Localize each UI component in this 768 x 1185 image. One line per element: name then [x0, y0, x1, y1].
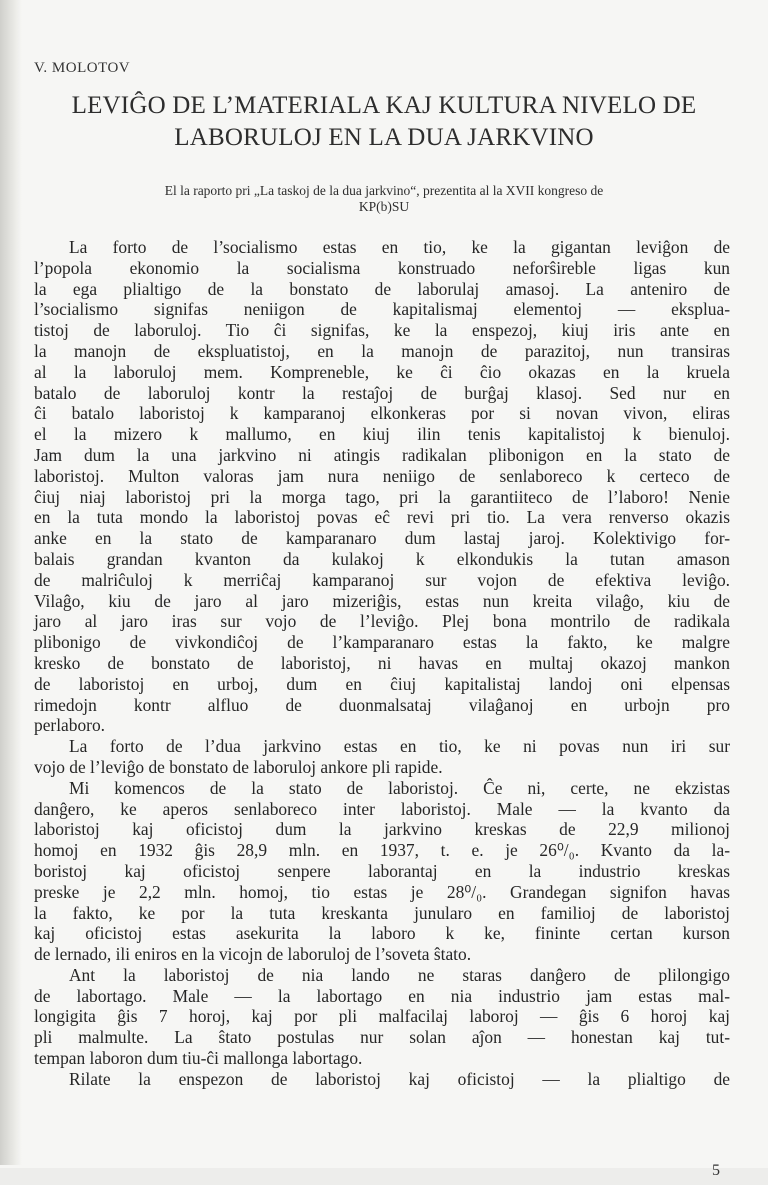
- body-line: de lernado, ili eniros en la vicojn de laboruloj de l’soveta ŝtato.: [34, 944, 472, 965]
- body-line: el la mizero k mallumo, en kiuj ilin tenis kapitalistoj k bienuloj.: [34, 424, 730, 445]
- article-subtitle-line-2: KP(b)SU: [358, 199, 410, 214]
- body-line: laboristoj kaj oficistoj dum la jarkvino kreskas de 22,9 milionoj: [34, 819, 730, 840]
- body-line: la manojn de ekspluatistoj, en la manojn de parazitoj, nun transiras: [34, 340, 730, 361]
- body-line: la ega plialtigo de la bonstato de laborulaj amasoj. La anteniro de: [34, 278, 730, 299]
- body-line: danĝero, ke aperos senlaboreco inter laboristoj. Male — la kvanto da: [34, 798, 730, 819]
- body-line: kaj oficistoj estas asekurita la laboro k ke, fininte certan kurson: [34, 923, 730, 944]
- body-line: rimedojn kontr alfluo de duonmalsataj vilaĝanoj en urbojn pro: [34, 694, 730, 715]
- page-gutter-shadow: [0, 0, 22, 1165]
- article-title-line-2: LABORULOJ EN LA DUA JARKVINO: [174, 124, 594, 151]
- body-line: Jam dum la una jarkvino ni atingis radikalan plibonigon en la stato de: [34, 444, 730, 465]
- body-line: Mi komencos de la stato de laboristoj. Ĉe ni, certe, ne ekzistas: [69, 777, 730, 798]
- body-line: balais grandan kvanton da kulakoj k elkondukis la tutan amason: [34, 548, 730, 569]
- article-title-line-1: LEVIĜO DE L’MATERIALA KAJ KULTURA NIVELO DE: [71, 92, 697, 119]
- body-line: vojo de l’leviĝo de bonstato de laboruloj ankore pli rapide.: [34, 756, 443, 777]
- body-line: tempan laboron dum tiu-ĉi mallonga labortago.: [34, 1048, 363, 1069]
- author-name: V. MOLOTOV: [34, 60, 131, 76]
- body-line: Rilate la enspezon de laboristoj kaj oficistoj — la plialtigo de: [69, 1068, 730, 1089]
- body-line: la fakto, ke por la tuta kreskanta junularo en familioj de laboristoj: [34, 902, 730, 923]
- body-line: tistoj de laboruloj. Tio ĉi signifas, ke la enspezoj, kiuj iris ante en: [34, 320, 730, 341]
- article-subtitle-line-1: El la raporto pri „La taskoj de la dua jarkvino“, prezentita al la XVII kongreso de: [164, 183, 604, 198]
- body-line: kresko de bonstato de laboristoj, ni havas en multaj okazoj mankon: [34, 652, 730, 673]
- body-line: de malriĉuloj k merriĉaj kamparanoj sur vojon de efektiva leviĝo.: [34, 569, 730, 590]
- body-line: jaro al jaro iras sur vojo de l’leviĝo. Plej bona montrilo de radikala: [34, 611, 730, 632]
- body-line: Vilaĝo, kiu de jaro al jaro mizeriĝis, estas nun kreita vilaĝo, kiu de: [34, 590, 730, 611]
- body-line: homoj en 1932 ĝis 28,9 mln. en 1937, t. e. je 26⁰/₀. Kvanto da la-: [34, 840, 730, 861]
- article-body: [34, 237, 730, 1090]
- page-bottom-edge: [0, 1168, 768, 1185]
- body-line: preske je 2,2 mln. homoj, tio estas je 28⁰/₀. Grandegan signifon havas: [34, 881, 730, 902]
- article-title: [20, 90, 748, 154]
- body-line: de laboristoj en urboj, dum en ĉiuj kapitalistaj landoj oni elpensas: [34, 673, 730, 694]
- body-line: l’socialismo signifas neniigon de kapitalismaj elementoj — eksplua-: [34, 299, 730, 320]
- body-line: laboristoj. Multon valoras jam nura neniigo de senlaboreco k certeco de: [34, 465, 730, 486]
- body-line: La forto de l’dua jarkvino estas en tio, ke ni povas nun iri sur: [69, 736, 730, 757]
- article-subtitle: [30, 183, 738, 215]
- body-line: Ant la laboristoj de nia lando ne staras danĝero de plilongigo: [69, 964, 730, 985]
- body-line: perlaboro.: [34, 715, 105, 736]
- body-line: La forto de l’socialismo estas en tio, ke la gigantan leviĝon de: [69, 237, 730, 257]
- body-line: ĉiuj niaj laboristoj pri la morga tago, pri la garantiiteco de l’laboro! Nenie: [34, 486, 730, 507]
- body-line: al la laboruloj mem. Kompreneble, ke ĉi ĉio okazas en la kruela: [34, 361, 730, 382]
- body-line: ĉi batalo laboristoj k kamparanoj elkonkeras por si novan vivon, eliras: [34, 403, 730, 424]
- body-line: anke en la stato de kamparanaro dum lastaj jaroj. Kolektivigo for-: [34, 528, 730, 549]
- body-line: pli malmulte. La ŝtato postulas nur solan aĵon — honestan kaj tut-: [34, 1027, 730, 1048]
- body-line: longigita ĝis 7 horoj, kaj por pli malfacilaj laboroj — ĝis 6 horoj kaj: [34, 1006, 730, 1027]
- body-line: boristoj kaj oficistoj senpere laborantaj en la industrio kreskas: [34, 860, 730, 881]
- body-line: en la tuta mondo la laboristoj povas eĉ revi pri tio. La vera renverso okazis: [34, 507, 730, 528]
- body-line: plibonigo de vivkondiĉoj de l’kamparanaro estas la fakto, ke malgre: [34, 632, 730, 653]
- page-number: 5: [712, 1162, 720, 1179]
- body-line: de labortago. Male — la labortago en nia industrio jam estas mal-: [34, 985, 730, 1006]
- body-line: l’popola ekonomio la socialisma konstruado neforŝireble ligas kun: [34, 257, 730, 278]
- body-line: batalo de laboruloj kontr la restaĵoj de burĝaj klasoj. Sed nur en: [34, 382, 730, 403]
